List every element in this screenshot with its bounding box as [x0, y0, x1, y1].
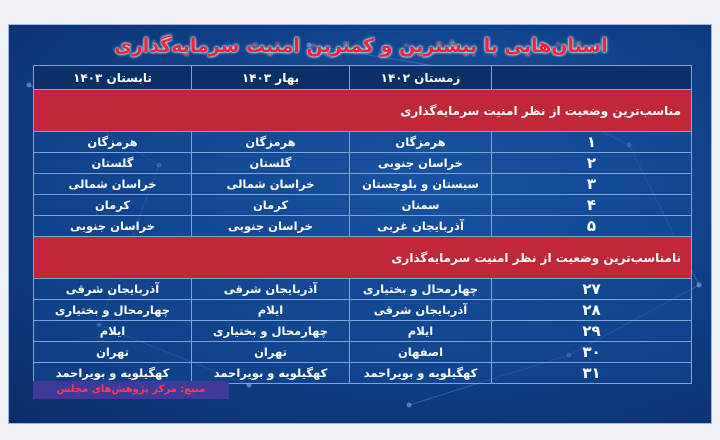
section-worst-row: [34, 237, 692, 279]
table-header-row: [34, 66, 692, 90]
header-spring-1403: بهار ۱۴۰۳: [192, 66, 350, 90]
table-row: [34, 342, 692, 363]
rank-cell: ۲۷: [492, 279, 692, 300]
rank-cell: ۴: [492, 195, 692, 216]
table-row: [34, 279, 692, 300]
table-row: [34, 300, 692, 321]
rank-cell: ۲۹: [492, 321, 692, 342]
header-winter-1402: زمستان ۱۴۰۲: [350, 66, 492, 90]
rank-cell: ۵: [492, 216, 692, 237]
province-cell: چهارمحال و بختیاری: [34, 300, 192, 321]
province-cell: سیستان و بلوچستان: [350, 174, 492, 195]
province-cell: کهگیلویه و بویراحمد: [350, 363, 492, 384]
province-cell: آذربایجان شرقی: [192, 279, 350, 300]
province-cell: ایلام: [192, 300, 350, 321]
table-row: [34, 132, 692, 153]
province-cell: گلستان: [34, 153, 192, 174]
rank-cell: ۳۰: [492, 342, 692, 363]
table-row: [34, 216, 692, 237]
section-best-row: [34, 90, 692, 132]
province-cell: خراسان شمالی: [192, 174, 350, 195]
province-cell: هرمزگان: [350, 132, 492, 153]
province-cell: آذربایجان غربی: [350, 216, 492, 237]
province-cell: خراسان شمالی: [34, 174, 192, 195]
table-row: [34, 195, 692, 216]
province-cell: کهگیلویه و بویراحمد: [34, 363, 192, 384]
province-cell: خراسان جنوبی: [192, 216, 350, 237]
province-cell: تهران: [34, 342, 192, 363]
header-blank-cell: [492, 66, 692, 90]
province-cell: ایلام: [34, 321, 192, 342]
table-row: [34, 321, 692, 342]
province-cell: هرمزگان: [34, 132, 192, 153]
table-row: [34, 153, 692, 174]
page-title: استان‌هایی با بیشترین و کمترین امنیت سرمایه‌گذاری: [114, 35, 608, 57]
section-best-label: مناسب‌ترین وضعیت از نظر امنیت سرمایه‌گذاری: [34, 90, 692, 132]
province-cell: اصفهان: [350, 342, 492, 363]
table-row: [34, 174, 692, 195]
province-cell: کهگیلویه و بویراحمد: [192, 363, 350, 384]
province-cell: آذربایجان شرقی: [34, 279, 192, 300]
header-summer-1403: تابستان ۱۴۰۳: [34, 66, 192, 90]
province-cell: چهارمحال و بختیاری: [350, 279, 492, 300]
infographic-panel: [8, 24, 712, 424]
province-cell: سمنان: [350, 195, 492, 216]
rank-cell: ۳: [492, 174, 692, 195]
rank-cell: ۲: [492, 153, 692, 174]
rank-cell: ۱: [492, 132, 692, 153]
province-cell: خراسان جنوبی: [350, 153, 492, 174]
province-cell: هرمزگان: [192, 132, 350, 153]
rank-cell: ۳۱: [492, 363, 692, 384]
rank-cell: ۲۸: [492, 300, 692, 321]
section-worst-label: نامناسب‌ترین وضعیت از نظر امنیت سرمایه‌گذاری: [34, 237, 692, 279]
province-cell: کرمان: [34, 195, 192, 216]
province-cell: خراسان جنوبی: [34, 216, 192, 237]
province-cell: تهران: [192, 342, 350, 363]
province-cell: گلستان: [192, 153, 350, 174]
province-cell: ایلام: [350, 321, 492, 342]
province-cell: چهارمحال و بختیاری: [192, 321, 350, 342]
ranking-table: [33, 65, 692, 384]
source-label: منبع: مرکز پژوهش‌های مجلس: [33, 381, 229, 399]
province-cell: آذربایجان شرقی: [350, 300, 492, 321]
province-cell: کرمان: [192, 195, 350, 216]
